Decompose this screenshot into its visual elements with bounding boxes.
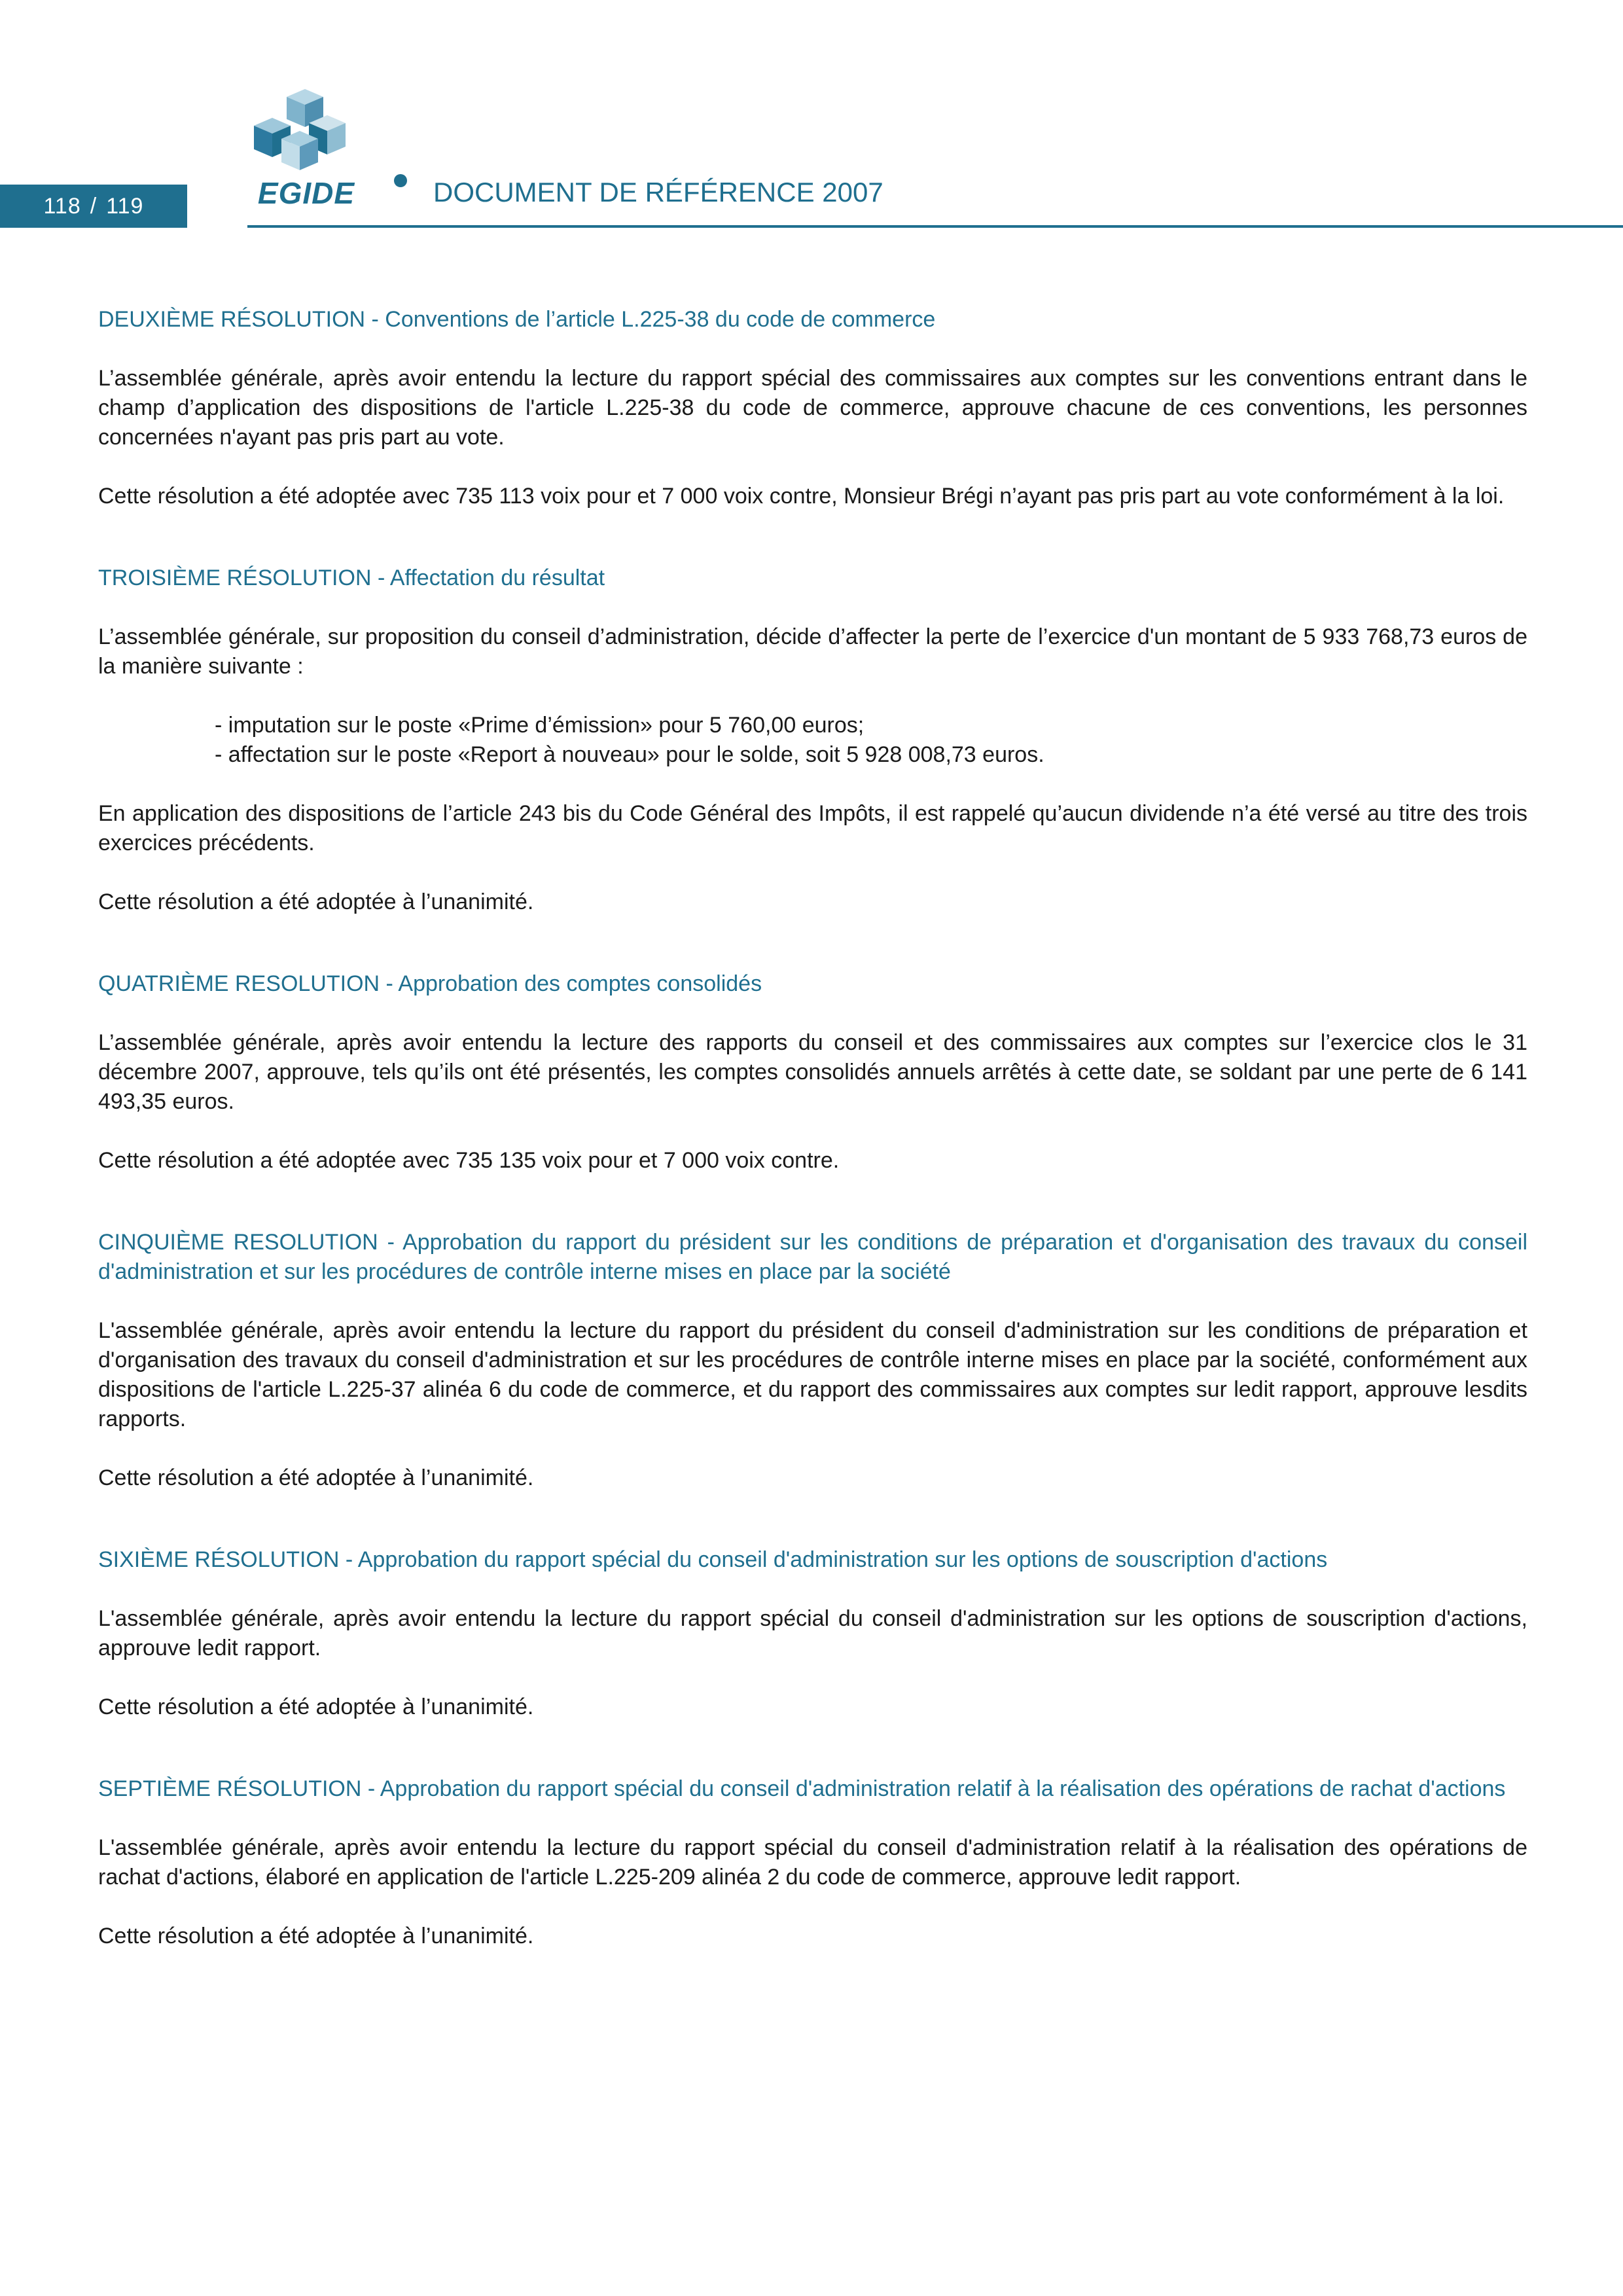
resolution-section (98, 305, 1527, 511)
page-current: 118 (43, 193, 81, 219)
logo-wordmark: EGIDE (257, 176, 355, 210)
resolution-vote-result: Cette résolution a été adoptée à l’unanimité. (98, 1465, 534, 1490)
resolution-vote-result: Cette résolution a été adoptée avec 735 135 voix pour et 7 000 voix contre. (98, 1148, 840, 1173)
resolution-paragraph: L’assemblée générale, après avoir entendu la lecture du rapport spécial des commissaires aux comptes sur les conventions entrant dans le champ d’application des dispositions de l'article L.225-38 du code de commerce, approuve chacune de ces conventions, les personnes concernées n'ayant pas pris part au vote. (98, 366, 1527, 450)
document-title: DOCUMENT DE RÉFÉRENCE 2007 (433, 177, 883, 207)
resolution-section (98, 1228, 1527, 1493)
page-number-tab (0, 185, 187, 228)
page-separator: / (90, 193, 98, 219)
header-bullet (394, 174, 407, 187)
resolution-heading: SEPTIÈME RÉSOLUTION - Approbation du rapport spécial du conseil d'administration relatif à la réalisation des opérations de rachat d'actions (98, 1776, 1506, 1801)
resolution-paragraph: L'assemblée générale, après avoir entendu la lecture du rapport spécial du conseil d'administration relatif à la réalisation des opérations de rachat d'actions, élaboré en application de l'article L.225-209 alinéa 2 du code de commerce, approuve ledit rapport. (98, 1835, 1527, 1890)
page-next: 119 (106, 193, 144, 219)
resolution-heading: DEUXIÈME RÉSOLUTION - Conventions de l’article L.225-38 du code de commerce (98, 307, 936, 332)
resolution-paragraph: L'assemblée générale, après avoir entendu la lecture du rapport du président du conseil d'administration sur les conditions de préparation et d'organisation des travaux du conseil d'administration et sur les procédures de contrôle interne mises en place par la société, conformément aux dispositions de l'article L.225-37 alinéa 6 du code de commerce, et du rapport des commissaires aux comptes sur ledit rapport, approuve lesdits rapports. (98, 1318, 1527, 1431)
resolution-heading: CINQUIÈME RESOLUTION - Approbation du rapport du président sur les conditions de préparation et d'organisation des travaux du conseil d'administration et sur les procédures de contrôle interne mises en place par la société (98, 1230, 1527, 1284)
resolutions-content (98, 305, 1527, 2003)
resolution-heading: SIXIÈME RÉSOLUTION - Approbation du rapport spécial du conseil d'administration sur les options de souscription d'actions (98, 1547, 1328, 1572)
list-item: - affectation sur le poste «Report à nouveau» pour le solde, soit 5 928 008,73 euros. (215, 742, 1044, 767)
resolution-vote-result: Cette résolution a été adoptée avec 735 113 voix pour et 7 000 voix contre, Monsieur Brégi n’ayant pas pris part au vote conformément à la loi. (98, 484, 1505, 509)
resolution-paragraph: L’assemblée générale, après avoir entendu la lecture des rapports du conseil et des commissaires aux comptes sur l’exercice clos le 31 décembre 2007, approuve, tels qu’ils ont été présentés, les comptes consolidés annuels arrêtés à cette date, se soldant par une perte de 6 141 493,35 euros. (98, 1030, 1527, 1114)
resolution-vote-result: Cette résolution a été adoptée à l’unanimité. (98, 1695, 534, 1719)
allocation-list (98, 711, 1527, 770)
resolution-section (98, 1774, 1527, 1951)
resolution-paragraph: L’assemblée générale, sur proposition du conseil d’administration, décide d’affecter la perte de l’exercice d'un montant de 5 933 768,73 euros de la manière suivante : (98, 624, 1527, 679)
resolution-paragraph: En application des dispositions de l’article 243 bis du Code Général des Impôts, il est rappelé qu’aucun dividende n’a été versé au titre des trois exercices précédents. (98, 801, 1527, 855)
resolution-vote-result: Cette résolution a été adoptée à l’unanimité. (98, 889, 534, 914)
resolution-section (98, 1545, 1527, 1722)
resolution-section (98, 969, 1527, 1175)
list-item: - imputation sur le poste «Prime d’émission» pour 5 760,00 euros; (215, 713, 865, 738)
resolution-vote-result: Cette résolution a été adoptée à l’unanimité. (98, 1924, 534, 1948)
resolution-paragraph: L'assemblée générale, après avoir entendu la lecture du rapport spécial du conseil d'administration sur les options de souscription d'actions, approuve ledit rapport. (98, 1606, 1527, 1660)
header-divider (247, 225, 1623, 228)
resolution-heading: QUATRIÈME RESOLUTION - Approbation des comptes consolidés (98, 971, 762, 996)
resolution-section (98, 564, 1527, 917)
resolution-heading: TROISIÈME RÉSOLUTION - Affectation du résultat (98, 565, 605, 590)
